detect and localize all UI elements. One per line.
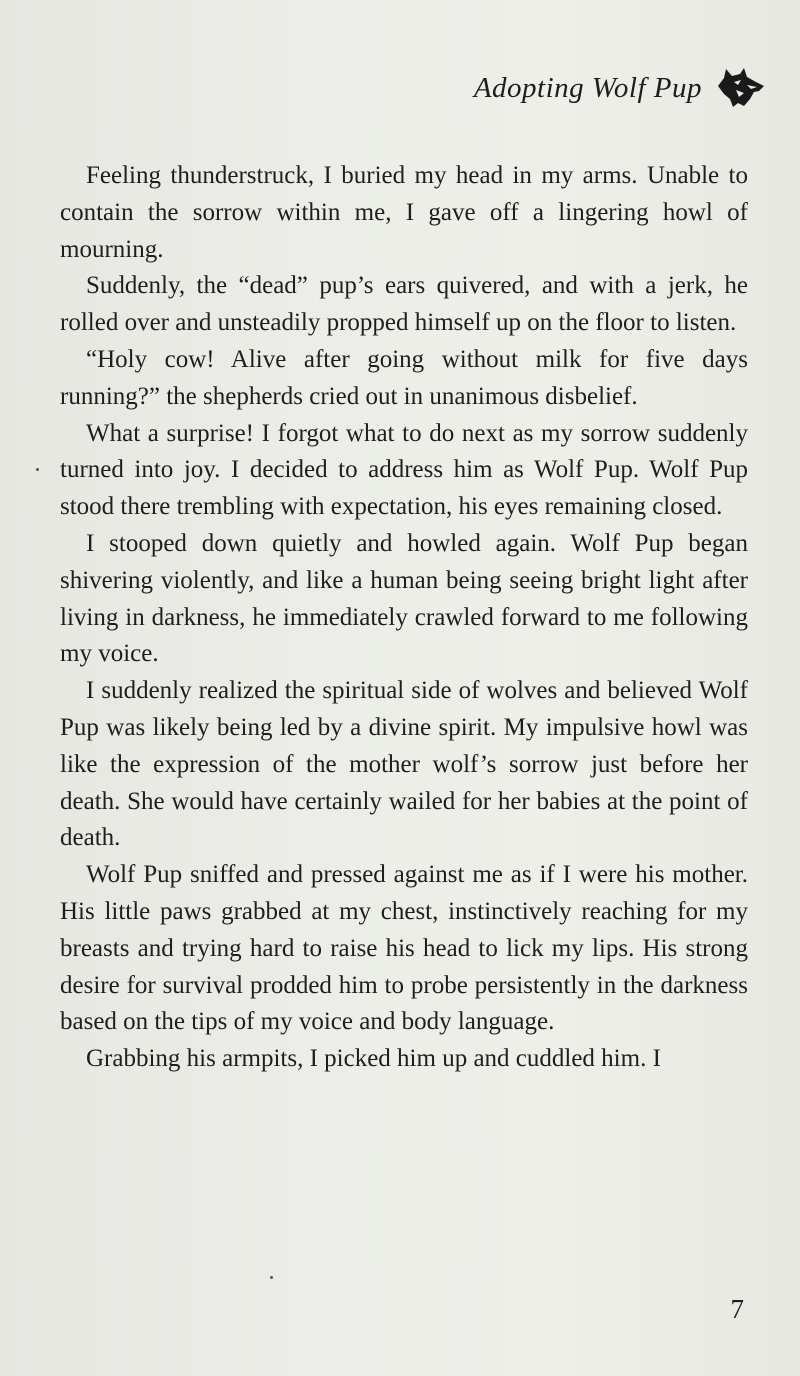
print-speck — [270, 1276, 273, 1279]
print-speck — [36, 468, 39, 471]
paragraph: Suddenly, the “dead” pup’s ears quivered, and with a jerk, he rolled over and unsteadily propped himself up on the floor to listen. — [60, 272, 748, 337]
paragraph: What a surprise! I forgot what to do next as my sorrow suddenly turned into joy. I decided to address him as Wolf Pup. Wolf Pup stood there trembling with expectation, his eyes remaining closed. — [60, 419, 748, 521]
paragraph: Grabbing his armpits, I picked him up and cuddled him. I — [86, 1045, 661, 1073]
paragraph: I suddenly realized the spiritual side of wolves and believed Wolf Pup was likely being led by a divine spirit. My impulsive howl was like the expression of the mother wolf’s sorrow just before her death. She would have certainly wailed for her babies at the point of death. — [60, 677, 748, 852]
paragraph: I stooped down quietly and howled again. Wolf Pup began shivering violently, and like a human being seeing bright light after living in darkness, he immediately crawled forward to me following my voice. — [60, 529, 748, 668]
paragraph: Feeling thunderstruck, I buried my head in my arms. Unable to contain the sorrow within me, I gave off a lingering howl of mourning. — [60, 162, 748, 263]
running-head — [474, 66, 766, 110]
paragraph: Wolf Pup sniffed and pressed against me as if I were his mother. His little paws grabbed at my chest, instinctively reaching for my breasts and trying hard to raise his head to lick my lips. His strong desire for survival prodded him to probe persistently in the darkness based on the tips of my voice and body language. — [60, 861, 748, 1036]
page-number: 7 — [730, 1294, 744, 1324]
wolf-head-icon — [714, 66, 766, 110]
paragraph: “Holy cow! Alive after going without milk for five days running?” the shepherds cried out in unanimous disbelief. — [60, 345, 748, 410]
running-title: Adopting Wolf Pup — [473, 71, 702, 104]
body-text — [60, 158, 748, 1078]
